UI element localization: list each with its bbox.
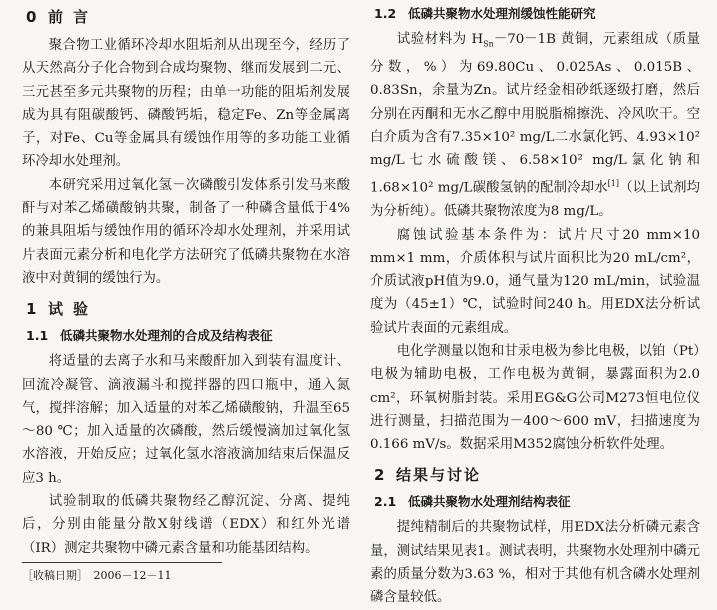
alloy-subscript: Sn: [483, 39, 494, 49]
section-number: 1: [26, 300, 37, 319]
section-title: 试验: [48, 300, 99, 319]
right-column: [370, 0, 700, 610]
electrochemical-paragraph: 电化学测量以饱和甘汞电极为参比电极，以铂（Pt）电极为辅助电极，工作电极为黄铜，暴露面积为2.0 cm²，环氧树脂封装。采用EG&G公司M273恒电位仪进行测量，扫描范围为－400～600 mV，扫描速度为0.166 mV/s。数据采用M352腐蚀分析软件处理。: [370, 344, 700, 453]
materials-paragraph: 试验材料为 $H_{Sn}-70-1B$ 黄铜，元素组成（质量分数，%）为69.80Cu、0.025As、0.015B、0.83Sn，余量为Zn。试片经金相砂纸逐级打磨，然后分别在丙酮和无水乙醇中用脱脂棉擦洗、冷风吹干。空白介质为含有7.35×10² mg/L二水氯化钙、4.93×10² mg/L七水硫酸镁、6.58×10² mg/L氯化钠和1.68×10² mg/L碳酸氢钠的配制冷却水[1]（以上试剂均为分析纯）。低磷共聚物浓度为8 mg/L。: [370, 32, 701, 220]
section-heading-preface: [26, 6, 350, 28]
section-heading-experiment: [26, 298, 350, 320]
subsection-number: 1.1: [26, 328, 49, 344]
section-title: 结果与讨论: [396, 466, 482, 485]
corrosion-test-paragraph: 腐蚀试验基本条件为：试片尺寸20 mm×10 mm×1 mm，介质体积与试片面积比为20 mL/cm²，介质试液pH值为9.0，通气量为120 mL/min，试验温度为（45±1）℃，试验时间240 h。用EDX法分析试验试片表面的元素组成。: [370, 227, 700, 336]
section-title: 前言: [48, 8, 99, 26]
characterization-paragraph: 试验制取的低磷共聚物经乙醇沉淀、分离、提纯后，分别由能量分散X射线谱（EDX）和红外光谱（IR）测定共聚物中磷元素含量和功能基团结构。: [22, 494, 350, 556]
section-heading-results: [374, 464, 700, 486]
subsection-heading-1-2: [374, 4, 700, 24]
received-date-footnote: ［收稿日期］ 2006－12－11: [22, 562, 222, 583]
intro-paragraph-2: 本研究采用过氧化氢－次磷酸引发体系引发马来酸酐与对苯乙烯磺酸钠共聚，制备了一种磷含量低于4%的兼具阻垢与缓蚀作用的循环冷却水处理剂，并采用试片表面元素分析和电化学方法研究了低磷共聚物在水溶液中对黄铜的缓蚀行为。: [22, 177, 350, 286]
subsection-title: 低磷共聚物水处理剂缓蚀性能研究: [408, 6, 596, 21]
subsection-heading-1-1: [26, 326, 350, 346]
subsection-heading-2-1: [374, 492, 700, 512]
subsection-title: 低磷共聚物水处理剂的合成及结构表征: [60, 328, 273, 344]
reference-marker: [1]: [607, 179, 619, 189]
structure-characterization-paragraph: 提纯精制后的共聚物试样，用EDX法分析磷元素含量，测试结果见表1。测试表明，共聚物水处理剂中磷元素的质量分数为3.63 %，相对于其他有机含磷水处理剂磷含量较低。: [370, 520, 700, 606]
section-number: 2: [374, 466, 385, 485]
intro-paragraph-1: 聚合物工业循环冷却水阻垢剂从出现至今，经历了从天然高分子化合物到合成均聚物、继而发展到二元、三元甚至多元共聚物的历程；由单一功能的阻垢剂发展成为具有阻碳酸钙、磷酸钙垢，稳定Fe、Zn等金属离子，对Fe、Cu等金属具有缓蚀作用等的多功能工业循环冷却水处理剂。: [22, 38, 350, 170]
left-column: [22, 0, 350, 560]
section-number: 0: [26, 8, 37, 26]
synthesis-paragraph: 将适量的去离子水和马来酸酐加入到装有温度计、回流冷凝管、滴液漏斗和搅拌器的四口瓶中，通入氮气，搅拌溶解；加入适量的对苯乙烯磺酸钠，升温至65～80 ℃；加入适量的次磷酸，然后缓慢滴加过氧化氢水溶液，开始反应；过氧化氢水溶液滴加结束后保温反应3 h。: [22, 354, 350, 486]
subsection-title: 低磷共聚物水处理剂结构表征: [408, 494, 571, 510]
subsection-number: 2.1: [374, 494, 397, 510]
subsection-number: 1.2: [374, 6, 397, 21]
